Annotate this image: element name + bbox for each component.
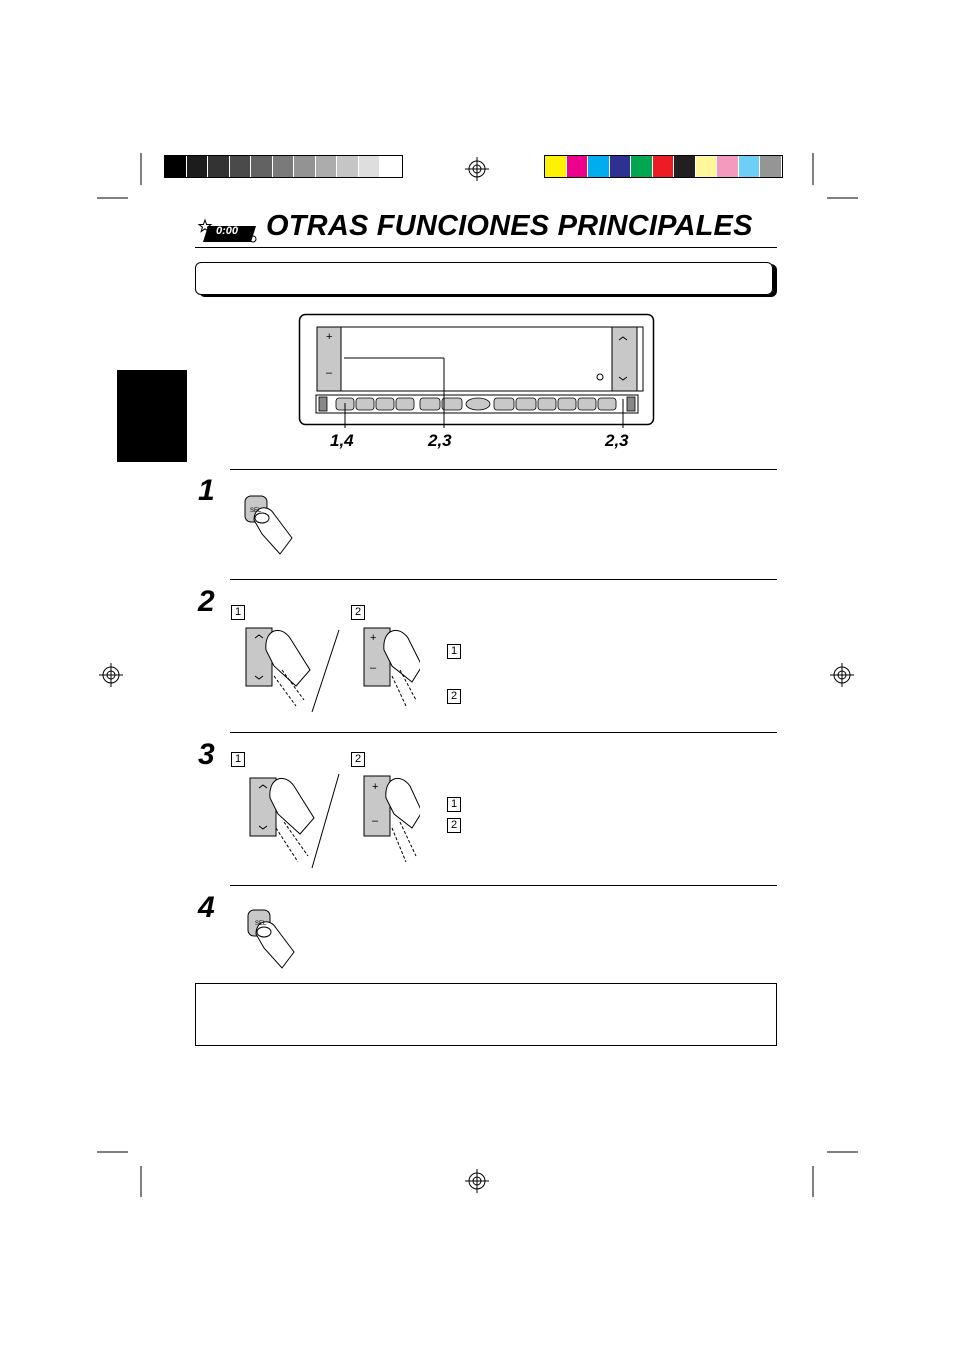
stereo-panel-diagram	[298, 313, 656, 428]
registration-mark-right	[830, 663, 854, 687]
step-2-option-2: 2	[351, 605, 365, 620]
gray-swatch	[230, 156, 252, 177]
sel-press-illustration	[240, 492, 300, 558]
color-swatch	[696, 156, 718, 177]
step-4-rule	[230, 885, 777, 886]
color-swatch	[610, 156, 632, 177]
sel-label-4: SEL	[255, 921, 267, 927]
step-2-plus: +	[370, 632, 377, 644]
gray-calibration-bar	[164, 155, 403, 178]
gray-swatch	[316, 156, 338, 177]
step-2-illustrations	[240, 620, 420, 712]
color-swatch	[653, 156, 675, 177]
title-rule	[195, 247, 777, 248]
section-header-box	[195, 262, 773, 295]
color-swatch	[739, 156, 761, 177]
left-panel-plus: +	[326, 331, 333, 343]
clock-label: 0:00	[216, 225, 239, 237]
color-calibration-bar	[544, 155, 783, 178]
color-swatch	[588, 156, 610, 177]
sel-label-1: SEL	[250, 508, 262, 514]
gray-swatch	[380, 156, 402, 177]
gray-swatch	[337, 156, 359, 177]
color-swatch	[567, 156, 589, 177]
sel-press-illustration-4	[240, 906, 300, 972]
step-3-rule	[230, 732, 777, 733]
color-swatch	[717, 156, 739, 177]
callout-2-3-right: 2,3	[605, 431, 629, 450]
gray-swatch	[187, 156, 209, 177]
gray-swatch	[273, 156, 295, 177]
callout-2-3-center: 2,3	[428, 431, 452, 450]
gray-swatch	[359, 156, 381, 177]
step-4-number: 4	[198, 891, 215, 924]
step-3-minus: –	[372, 815, 379, 827]
step-2-minus: –	[370, 662, 377, 674]
step-1-rule	[230, 469, 777, 470]
gray-swatch	[294, 156, 316, 177]
step-3-plus: +	[372, 781, 379, 793]
callout-1-4: 1,4	[330, 431, 354, 450]
step-2-option-1: 1	[231, 605, 245, 620]
color-swatch	[760, 156, 782, 177]
color-swatch	[674, 156, 696, 177]
gray-swatch	[165, 156, 187, 177]
step-2-rule	[230, 579, 777, 580]
registration-mark-left	[99, 663, 123, 687]
step-3-list-1: 1	[447, 797, 461, 812]
step-2-number: 2	[198, 585, 215, 618]
gray-swatch	[208, 156, 230, 177]
registration-mark-bottom	[465, 1169, 489, 1193]
page-title: OTRAS FUNCIONES PRINCIPALES	[266, 210, 753, 242]
step-2-list-2: 2	[447, 689, 461, 704]
color-swatch	[631, 156, 653, 177]
step-3-number: 3	[198, 738, 215, 771]
left-panel-minus: –	[326, 367, 333, 379]
step-3-list-2: 2	[447, 818, 461, 833]
note-box	[195, 983, 777, 1046]
step-1-number: 1	[198, 474, 215, 507]
gray-swatch	[251, 156, 273, 177]
registration-mark-top	[465, 157, 489, 181]
step-3-option-1: 1	[231, 752, 245, 767]
color-swatch	[545, 156, 567, 177]
step-3-option-2: 2	[351, 752, 365, 767]
step-3-illustrations	[240, 770, 420, 870]
step-2-list-1: 1	[447, 644, 461, 659]
language-tab	[117, 370, 187, 462]
